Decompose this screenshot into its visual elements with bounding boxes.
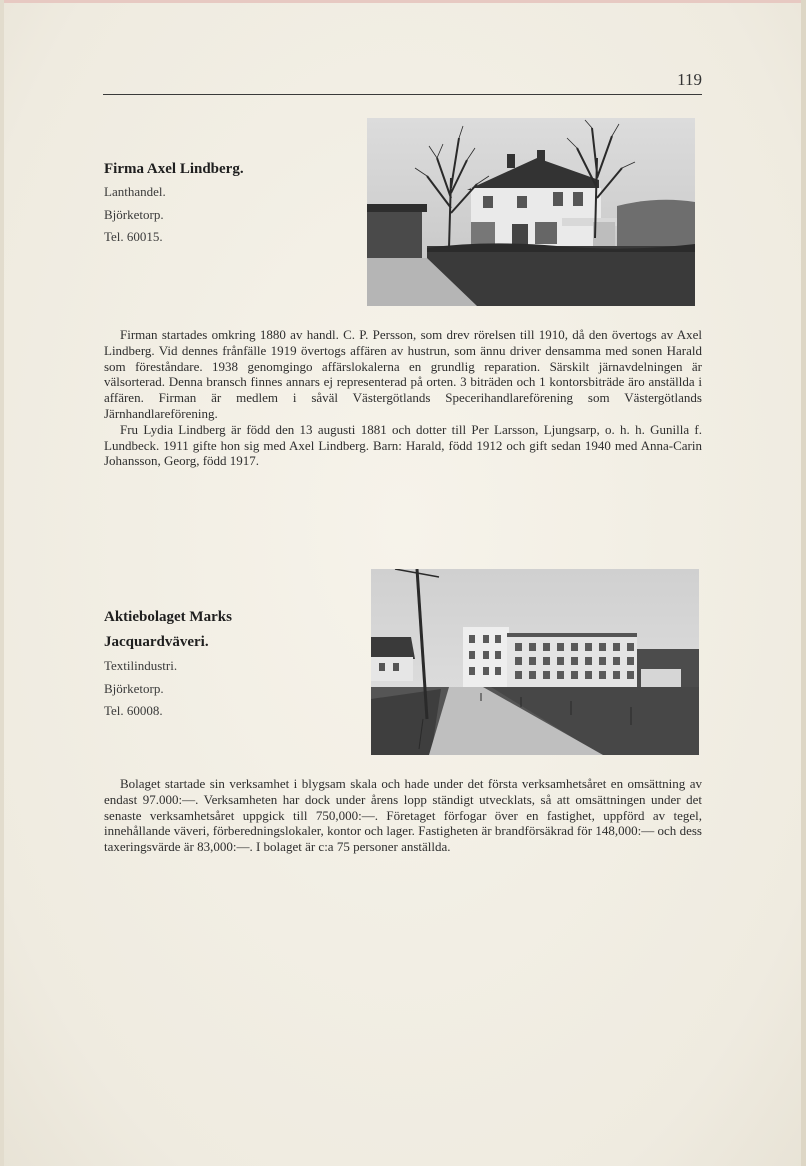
paragraph-marks-history: Bolaget startade sin verksamhet i blygsam skala och hade under det första verksamhetsåret en omsättning av endast 97.000:—. Verksamheten har dock under årens lopp ständigt utvecklats, så att omsättningen under det senaste verksamhetsåret uppgick till 750,000:—. Företaget förfogar över en fastighet, uppförd av tegel, innehållande väveri, förberedningslokaler, kontor och lager. Fastigheten är brandförsäkrad för 148,000:— och dess taxeringsvärde är 83,000:—. I bolaget är c:a 75 personer anställda. [104, 776, 702, 855]
firm-name-marks-line2: Jacquardväveri. [104, 634, 209, 650]
page-right-edge [801, 0, 806, 1166]
page-left-edge [0, 0, 4, 1166]
firm-name-marks-line1: Aktiebolaget Marks [104, 609, 232, 625]
body-text-lindberg [104, 327, 702, 469]
firm-line-location: Björketorp. [104, 207, 164, 222]
photo-factory-building-image [371, 569, 699, 755]
paragraph-lindberg-history: Firman startades omkring 1880 av handl. C. P. Persson, som drev rörelsen till 1910, då den övertogs av Axel Lindberg. Vid dennes frånfälle 1919 övertogs affären av hustrun, som ännu driver densamma med sonen Harald som föreståndare. 1938 genomgingo affärslokalerna en grundlig reparation. Särskilt järnavdelningen är välsorterad. Denna bransch finnes annars ej representerad på orten. 3 biträden och 1 kontorsbiträde äro anställda i affären. Firman är medlem i såväl Västergötlands Specerihandlareförening som Västergötlands Järnhandlareförening. [104, 327, 702, 421]
firm-line-business: Textilindustri. [104, 658, 178, 673]
firm-line-phone: Tel. 60015. [104, 229, 163, 244]
body-text-marks [104, 776, 702, 855]
photo-factory-building [371, 569, 699, 755]
header-rule [103, 94, 702, 95]
page-top-edge [0, 0, 806, 3]
photo-store-building [367, 118, 695, 306]
page-number: 119 [677, 70, 702, 89]
paragraph-lindberg-family: Fru Lydia Lindberg är född den 13 augusti 1881 och dotter till Per Larsson, Ljungsarp, o. h. h. Gunilla f. Lundbeck. 1911 gifte hon sig med Axel Lindberg. Barn: Harald, född 1912 och gift sedan 1940 med Anna-Carin Johansson, Georg, född 1917. [104, 421, 702, 469]
firm-line-location: Björketorp. [104, 681, 164, 696]
photo-store-building-image [367, 118, 695, 306]
firm-name-lindberg: Firma Axel Lindberg. [104, 161, 244, 177]
firm-line-business: Lanthandel. [104, 184, 166, 199]
firm-line-phone: Tel. 60008. [104, 703, 163, 718]
